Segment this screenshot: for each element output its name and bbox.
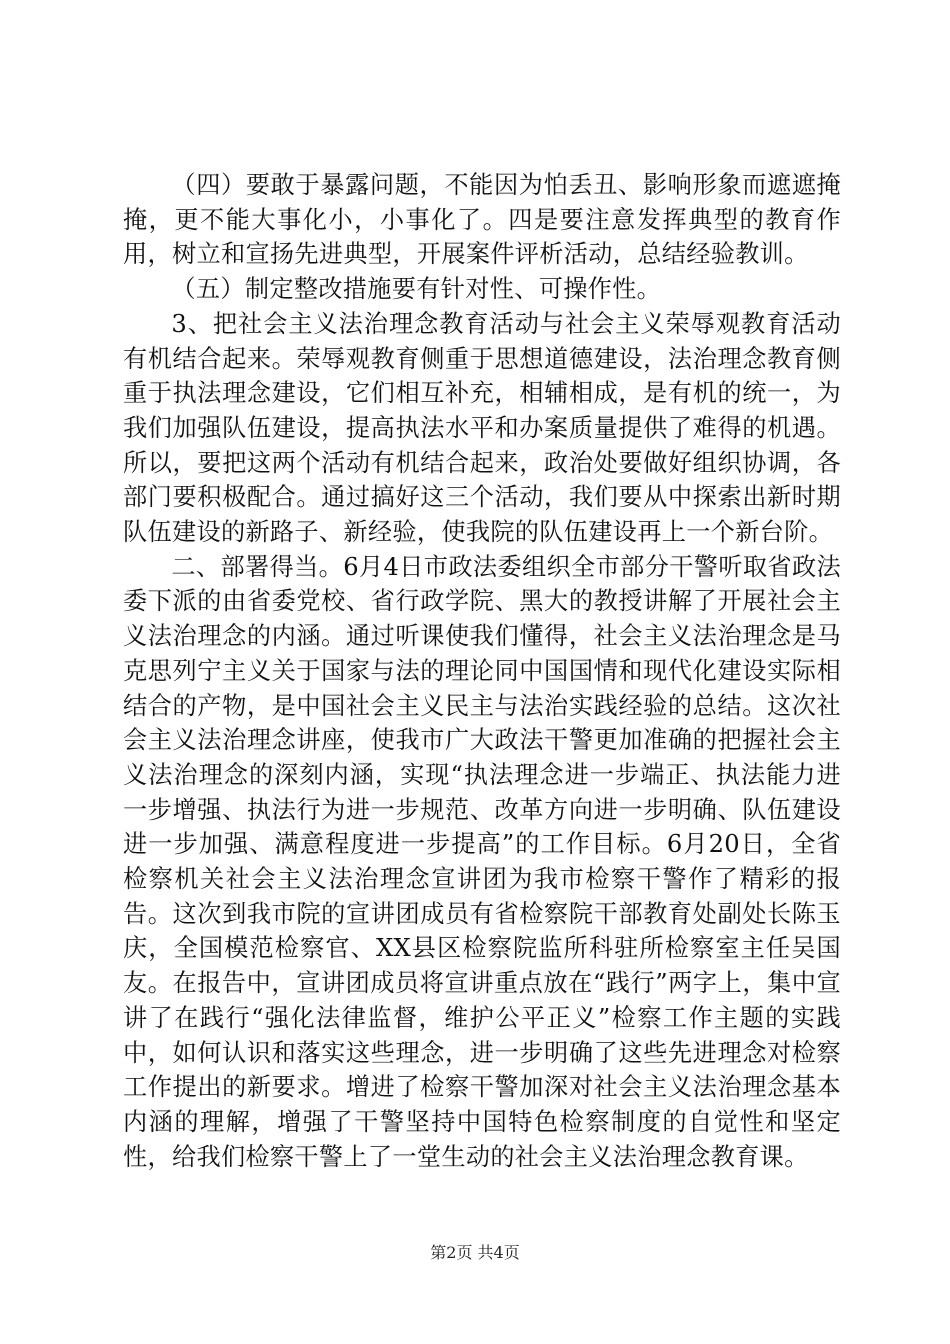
paragraph-section-four: （四）要敢于暴露问题，不能因为怕丢丑、影响形象而遮遮掩掩，更不能大事化小，小事化了。四是要注意发挥典型的教育作用，树立和宣扬先进典型，开展案件评析活动，总结经验教训。 <box>123 171 841 269</box>
paragraph-section-five: （五）制定整改措施要有针对性、可操作性。 <box>171 275 662 304</box>
page-footer: 第2页 共4页 <box>430 1243 520 1262</box>
paragraph-deployment: 二、部署得当。6月4日市政法委组织全市部分干警听取省政法委下派的由省委党校、省行政学院、黑大的教授讲解了开展社会主义法治理念的内涵。通过听课使我们懂得，社会主义法治理念是马克思列宁主义关于国家与法的理论同中国国情和现代化建设实际相结合的产物，是中国社会主义民主与法治实践经验的总结。这次社会主义法治理念讲座，使我市广大政法干警更加准确的把握社会主义法治理念的深刻内涵，实现“执法理念进一步端正、执法能力进一步增强、执法行为进一步规范、改革方向进一步明确、队伍建设进一步加强、满意程度进一步提高”的工作目标。6月20日，全省检察机关社会主义法治理念宣讲团为我市检察干警作了精彩的报告。这次到我市院的宣讲团成员有省检察院干部教育处副处长陈玉庆，全国模范检察官、XX县区检察院监所科驻所检察室主任吴国友。在报告中，宣讲团成员将宣讲重点放在“践行”两字上，集中宣讲了在践行“强化法律监督，维护公平正义”检察工作主题的实践中，如何认识和落实这些理念，进一步明确了这些先进理念对检察工作提出的新要求。增进了检察干警加深对社会主义法治理念基本内涵的理解，增强了干警坚持中国特色检察制度的自觉性和坚定性，给我们检察干警上了一堂生动的社会主义法治理念教育课。 <box>123 552 841 1171</box>
document-body <box>123 168 841 1174</box>
paragraph-point-three: 3、把社会主义法治理念教育活动与社会主义荣辱观教育活动有机结合起来。荣辱观教育侧重于思想道德建设，法治理念教育侧重于执法理念建设，它们相互补充，相辅相成，是有机的统一，为我们加强队伍建设，提高执法水平和办案质量提供了难得的机遇。所以，要把这两个活动有机结合起来，政治处要做好组织协调，各部门要积极配合。通过搞好这三个活动，我们要从中探索出新时期队伍建设的新路子、新经验，使我院的队伍建设再上一个新台阶。 <box>123 309 841 547</box>
